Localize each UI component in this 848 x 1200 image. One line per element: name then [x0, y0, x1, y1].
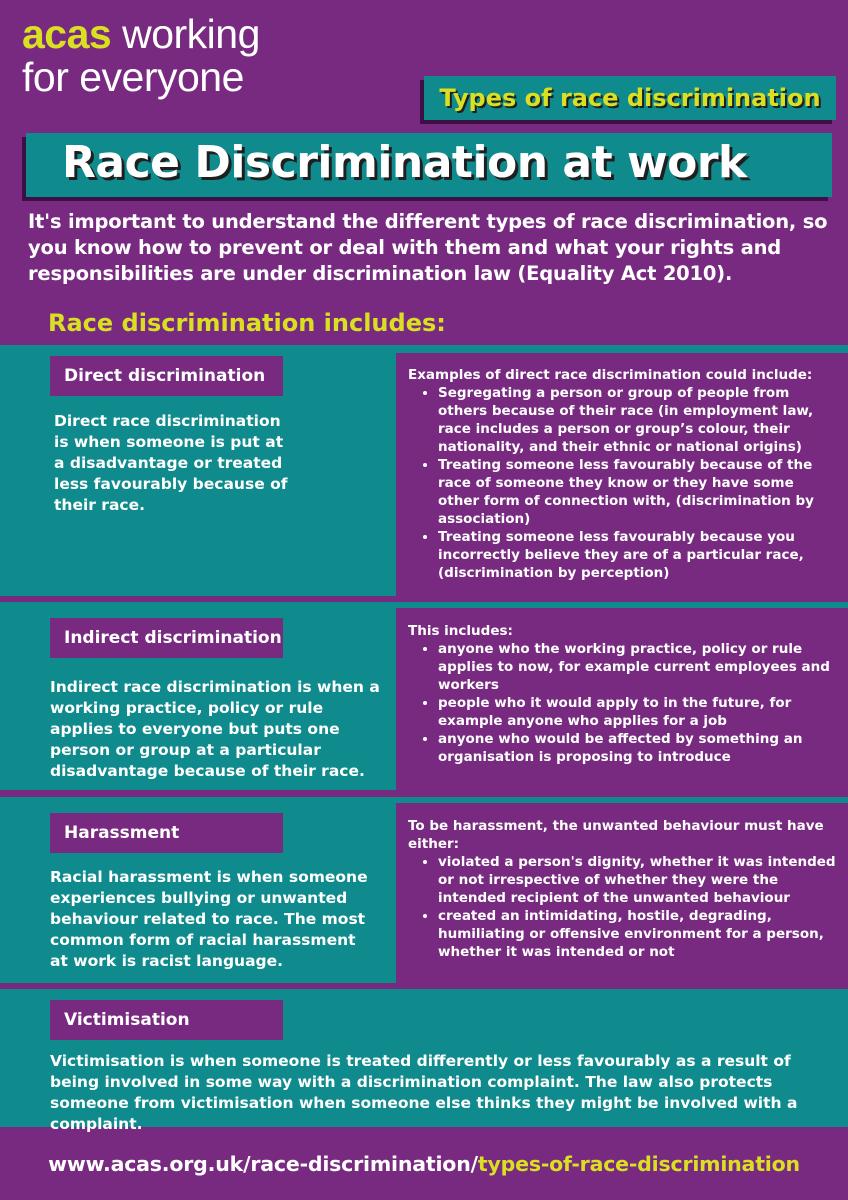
harassment-criteria-panel: [396, 803, 848, 983]
victimisation-section: [0, 989, 848, 1133]
acas-logo: [22, 11, 260, 100]
victimisation-tag: Victimisation: [50, 1000, 283, 1040]
harassment-description: Racial harassment is when someone experiences bullying or unwanted behaviour related to race. The most common form of racial harassment at work is racist language.: [50, 868, 368, 970]
harassment-section: [0, 797, 848, 983]
indirect-bullet-list: [408, 640, 836, 766]
list-item: • Segregating a person or group of people from others because of their race (in employment law, race includes a person or group’s colour, their nationality, and their ethnic or national origins): [438, 384, 836, 456]
list-item: • anyone who would be affected by something an organisation is proposing to introduce: [438, 730, 836, 766]
logo-tagline-1: working: [111, 11, 260, 57]
footer-url-highlight[interactable]: types-of-race-discrimination: [477, 1151, 800, 1176]
harassment-bullet-list: [408, 853, 836, 961]
indirect-includes-panel: [396, 608, 848, 790]
direct-bullet-list: [408, 384, 836, 582]
title-banner: [26, 133, 832, 197]
includes-heading: Race discrimination includes:: [48, 309, 446, 337]
indirect-description: Indirect race discrimination is when a working practice, policy or rule applies to everyone but puts one person or group at a particular disadvantage because of their race.: [50, 678, 380, 780]
logo-tagline-2: for everyone: [22, 54, 244, 100]
list-item: • created an intimidating, hostile, degrading, humiliating or offensive environment for a person, whether it was intended or not: [438, 907, 836, 961]
footer-url-base[interactable]: www.acas.org.uk/race-discrimination/: [48, 1151, 478, 1176]
indirect-section: [0, 602, 848, 790]
indirect-tag: Indirect discrimination: [50, 618, 283, 658]
subtitle-banner: Types of race discrimination: [424, 76, 836, 120]
indirect-panel-lead: This includes:: [408, 623, 513, 639]
list-item: • violated a person's dignity, whether it was intended or not irrespective of whether they were the intended recipient of the unwanted behaviour: [438, 853, 836, 907]
direct-tag: Direct discrimination: [50, 356, 283, 396]
victimisation-description: Victimisation is when someone is treated differently or less favourably as a result of being involved in some way with a discrimination complaint. The law also protects someone from victimisation when someone else thinks they might be involved with a complaint.: [50, 1052, 798, 1133]
logo-brand: acas: [22, 11, 112, 57]
direct-examples-panel: [396, 353, 848, 596]
list-item: • Treating someone less favourably because of the race of someone they know or they have some other form of connection with, (discrimination by association): [438, 456, 836, 528]
harassment-tag: Harassment: [50, 813, 283, 853]
list-item: • Treating someone less favourably because you incorrectly believe they are of a particular race, (discrimination by perception): [438, 528, 836, 582]
intro-paragraph: It's important to understand the different types of race discrimination, so you know how to prevent or deal with them and what your rights and responsibilities are under discrimination law (Equality Act 2010).: [28, 210, 828, 285]
harassment-panel-lead: To be harassment, the unwanted behaviour must have either:: [408, 818, 824, 852]
list-item: • people who it would apply to in the future, for example anyone who applies for a job: [438, 694, 836, 730]
direct-panel-lead: Examples of direct race discrimination could include:: [408, 367, 813, 383]
direct-section: [0, 345, 848, 596]
direct-description: Direct race discrimination is when someone is put at a disadvantage or treated less favourably because of their race.: [54, 412, 288, 514]
page-title: Race Discrimination at work: [62, 137, 747, 188]
footer-url[interactable]: [0, 1127, 848, 1200]
list-item: • anyone who the working practice, policy or rule applies to now, for example current employees and workers: [438, 640, 836, 694]
